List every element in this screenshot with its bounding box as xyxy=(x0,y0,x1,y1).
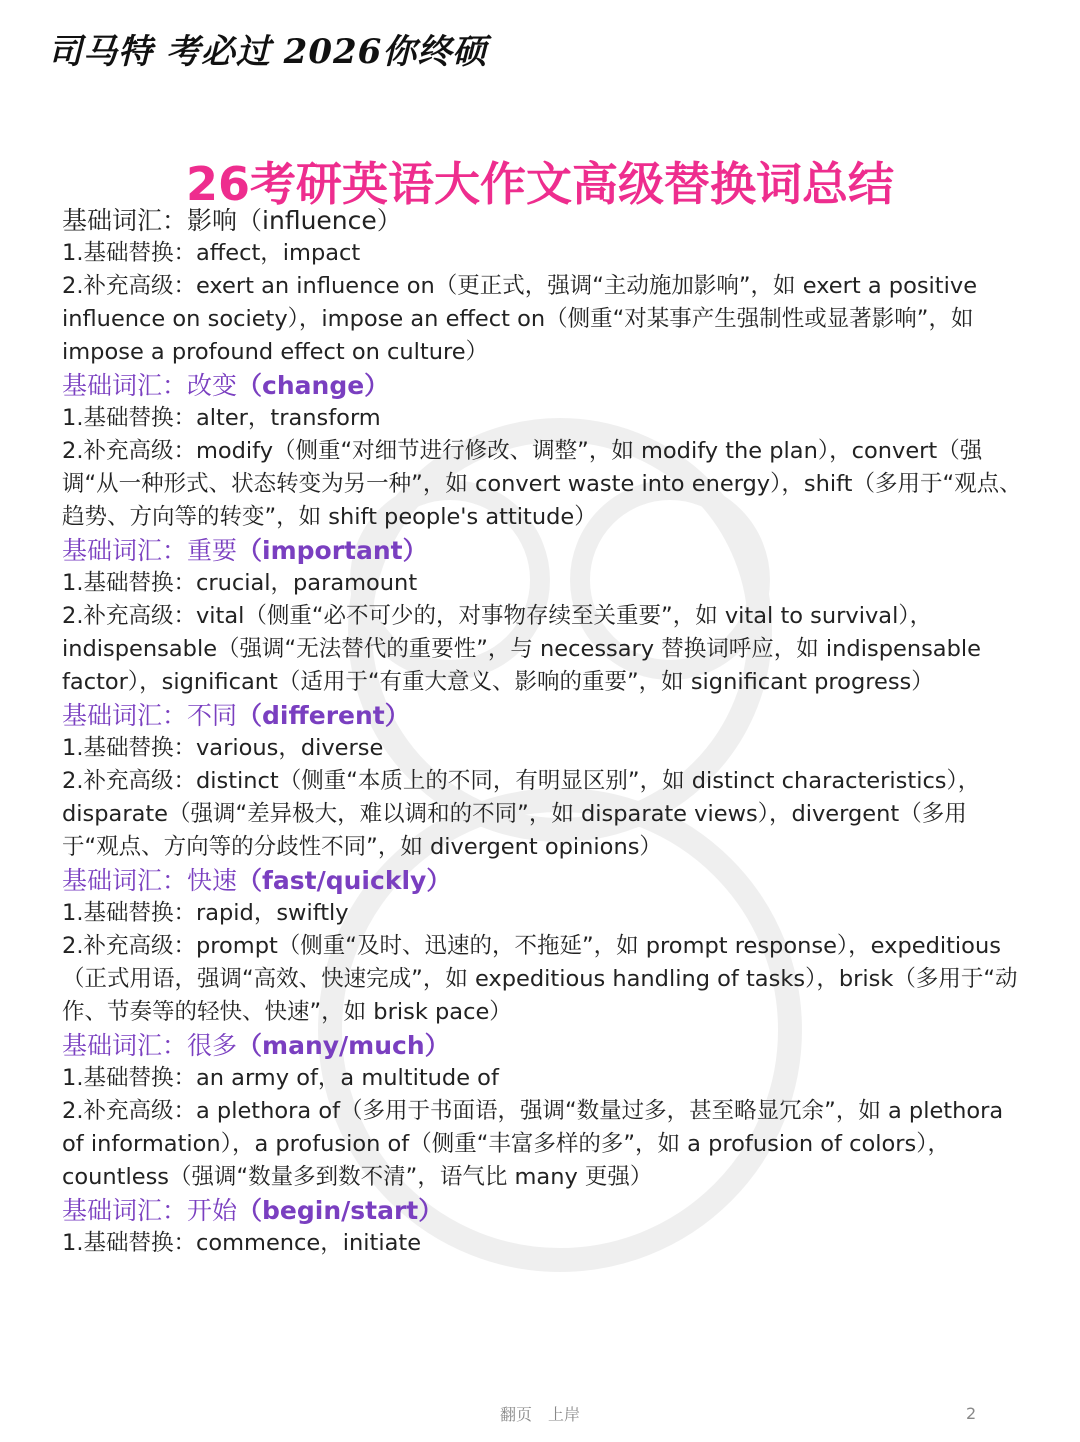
section-heading xyxy=(62,864,1022,897)
section-heading xyxy=(62,204,1022,237)
heading-cn: 改变 xyxy=(187,371,238,400)
page-title: 26考研英语大作文高级替换词总结 xyxy=(185,157,894,211)
heading-en: （different） xyxy=(237,701,410,730)
heading-en: （many/much） xyxy=(237,1031,450,1060)
basic-replacement: 1.基础替换：an army of，a multitude of xyxy=(62,1065,499,1091)
heading-en: （influence） xyxy=(237,206,402,235)
heading-cn: 快速 xyxy=(187,866,238,895)
heading-en: （change） xyxy=(237,371,390,400)
basic-replacement: 1.基础替换：crucial，paramount xyxy=(62,570,418,596)
section-change xyxy=(62,369,1022,534)
basic-replacement: 1.基础替换：rapid，swiftly xyxy=(62,900,349,926)
heading-prefix: 基础词汇： xyxy=(62,1031,188,1060)
heading-prefix: 基础词汇： xyxy=(62,701,188,730)
advanced-replacement: 2.补充高级：distinct（侧重“本质上的不同，有明显区别”，如 distinct characteristics），disparate（强调“差异极大，难以调和的不同”，如 disparate views），divergent（多用于“观点、方向等的分歧性不同”，如 divergent opinions） xyxy=(62,768,981,860)
advanced-replacement: 2.补充高级：a plethora of（多用于书面语，强调“数量过多，甚至略显冗余”，如 a plethora of information），a profusion of（侧重“丰富多样的多”，如 a profusion of colors），countless（强调“数量多到数不清”，语气比 many 更强） xyxy=(62,1098,1004,1190)
heading-cn: 开始 xyxy=(187,1196,238,1225)
heading-prefix: 基础词汇： xyxy=(62,371,188,400)
heading-prefix: 基础词汇： xyxy=(62,866,188,895)
heading-en: （begin/start） xyxy=(237,1196,444,1225)
heading-cn: 很多 xyxy=(187,1031,238,1060)
footer-text: 翻页 上岸 xyxy=(499,1405,580,1424)
basic-replacement: 1.基础替换：affect，impact xyxy=(62,240,361,266)
heading-cn: 重要 xyxy=(187,536,238,565)
section-influence xyxy=(62,204,1022,369)
section-heading xyxy=(62,1194,1022,1227)
heading-en: （important） xyxy=(237,536,428,565)
page-number: 2 xyxy=(966,1404,977,1423)
heading-cn: 影响 xyxy=(187,206,238,235)
basic-replacement: 1.基础替换：alter，transform xyxy=(62,405,381,431)
section-heading xyxy=(62,369,1022,402)
advanced-replacement: 2.补充高级：modify（侧重“对细节进行修改、调整”，如 modify the plan），convert（强调“从一种形式、状态转变为另一种”，如 convert waste into energy），shift（多用于“观点、趋势、方向等的转变”，如 shift people's attitude） xyxy=(62,438,1022,530)
advanced-replacement: 2.补充高级：prompt（侧重“及时、迅速的，不拖延”，如 prompt response），expeditious（正式用语，强调“高效、快速完成”，如 expeditious handling of tasks），brisk（多用于“动作、节奏等的轻快、快速”，如 brisk pace） xyxy=(62,933,1018,1025)
section-begin xyxy=(62,1194,1022,1260)
basic-replacement: 1.基础替换：commence，initiate xyxy=(62,1230,422,1256)
section-different xyxy=(62,699,1022,864)
section-heading xyxy=(62,699,1022,732)
heading-prefix: 基础词汇： xyxy=(62,1196,188,1225)
heading-cn: 不同 xyxy=(187,701,238,730)
content-body xyxy=(62,204,1022,1260)
section-heading xyxy=(62,534,1022,567)
section-heading xyxy=(62,1029,1022,1062)
advanced-replacement: 2.补充高级：vital（侧重“必不可少的，对事物存续至关重要”，如 vital to survival），indispensable（强调“无法替代的重要性”，与 necessary 替换词呼应，如 indispensable factor），significant（适用于“有重大意义、影响的重要”，如 significant progress） xyxy=(62,603,981,695)
section-fast xyxy=(62,864,1022,1029)
section-important xyxy=(62,534,1022,699)
heading-prefix: 基础词汇： xyxy=(62,536,188,565)
section-many xyxy=(62,1029,1022,1194)
heading-en: （fast/quickly） xyxy=(237,866,452,895)
advanced-replacement: 2.补充高级：exert an influence on（更正式，强调“主动施加影响”，如 exert a positive influence on society），impose an effect on（侧重“对某事产生强制性或显著影响”，如 impose a profound effect on culture） xyxy=(62,273,978,365)
header-slogan: 司马特 考必过 2026你终硕 xyxy=(48,32,488,72)
heading-prefix: 基础词汇： xyxy=(62,206,188,235)
basic-replacement: 1.基础替换：various，diverse xyxy=(62,735,384,761)
